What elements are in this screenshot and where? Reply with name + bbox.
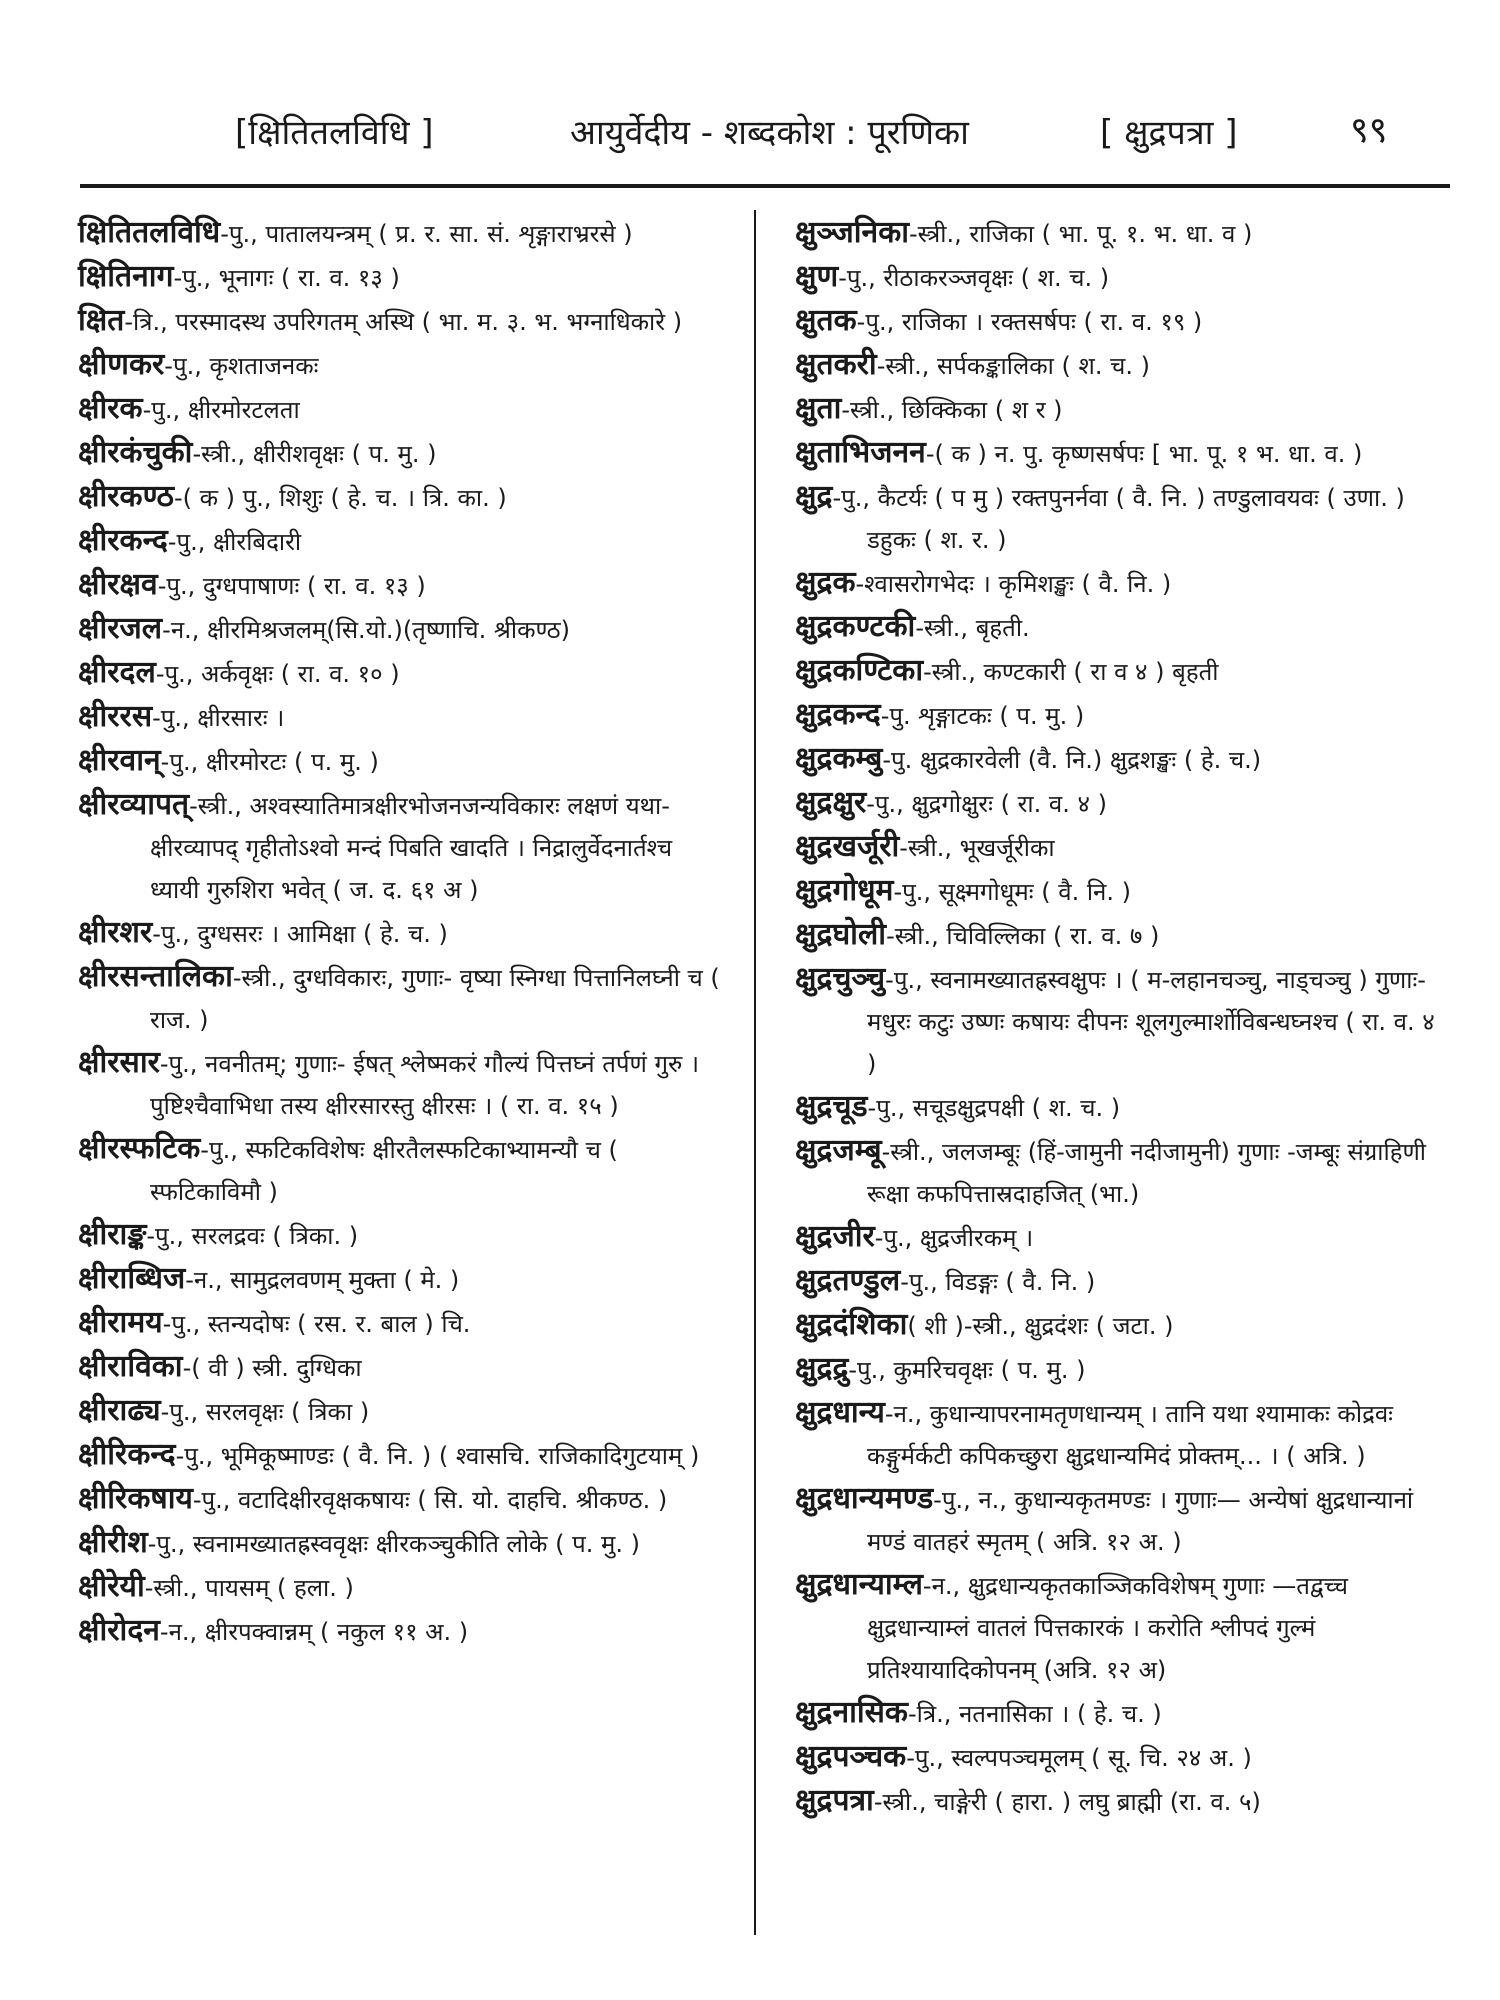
entry-definition: -पु., पातालयन्त्रम् ( प्र. र. सा. सं. शृङ्गाराभ्ररसे ) bbox=[220, 220, 633, 248]
entry-headword: क्षुद्रखर्जूरी bbox=[795, 829, 900, 864]
entry-headword: क्षुद्रकण्टकी bbox=[795, 609, 916, 644]
entry-definition: -स्त्री., चाङ्गेरी ( हारा. ) लघु ब्राह्मी (रा. व. ५) bbox=[873, 1788, 1261, 1816]
page-header bbox=[80, 100, 1450, 160]
entry-definition: -पु., क्षुद्रगोक्षुरः ( रा. व. ४ ) bbox=[866, 790, 1107, 818]
dictionary-entry bbox=[795, 476, 1450, 561]
entry-definition: -पु., दुग्धसरः । आमिक्षा ( हे. च. ) bbox=[152, 920, 448, 948]
dictionary-entry bbox=[795, 344, 1450, 387]
entry-headword: क्षीराब्धिज bbox=[78, 1261, 186, 1296]
dictionary-entry bbox=[78, 1522, 728, 1565]
right-guide-word: [ क्षुद्रपत्रा ] bbox=[1100, 113, 1238, 153]
entry-definition: -पु., नवनीतम्; गुणाः- ईषत् श्लेष्मकरं गौल्यं पित्तघ्नं तर्पणं गुरु । पुष्टिश्चैवाभिधा तस्य क्षीरसारस्तु क्षीरसः । ( रा. व. १५ ) bbox=[150, 1050, 700, 1120]
entry-definition: -पु., स्वल्पपञ्चमूलम् ( सू. चि. २४ अ. ) bbox=[906, 1744, 1252, 1772]
entry-definition: -पु., स्वनामख्यातह्रस्ववृक्षः क्षीरकञ्चुकीति लोके ( प. मु. ) bbox=[147, 1530, 640, 1558]
entry-definition: -पु., क्षीरमोरटः ( प. मु. ) bbox=[160, 748, 379, 776]
dictionary-entry bbox=[78, 1214, 728, 1257]
dictionary-entry bbox=[795, 1736, 1450, 1779]
entry-definition: -पु., स्फटिकविशेषः क्षीरतैलस्फटिकाभ्यामन्यौ च ( स्फटिकाविमौ ) bbox=[150, 1136, 618, 1206]
dictionary-entry bbox=[795, 256, 1450, 299]
entry-headword: क्षीरामय bbox=[78, 1305, 163, 1340]
entry-definition: -पु., भूमिकूष्माण्डः ( वै. नि. ) ( श्वासचि. राजिकादिगुटयाम् ) bbox=[175, 1442, 700, 1470]
entry-definition: -स्त्री., क्षीरीशवृक्षः ( प. मु. ) bbox=[192, 440, 437, 468]
entry-definition: -पु., स्वनामख्यातह्रस्वक्षुपः । ( म-लहानचञ्चु, नाड्चञ्चु ) गुणाः-मधुरः कटुः उष्णः कषायः दीपनः शूलगुल्मार्शोविबन्धघ्नश्च ( रा. व. ४ ) bbox=[867, 966, 1435, 1078]
entry-headword: क्षुद्र bbox=[795, 479, 833, 514]
entry-definition: -पु. क्षुद्रकारवेली (वै. नि.) क्षुद्रशङ्खः ( हे. च.) bbox=[882, 746, 1262, 774]
entry-definition: -पु., रीठाकरञ्जवृक्षः ( श. च. ) bbox=[838, 264, 1110, 292]
entry-definition: -पु., न., कुधान्यकृतमण्डः । गुणाः— अन्येषां क्षुद्रधान्यानां मण्डं वातहरं स्मृतम् ( अत्रि. १२ अ. ) bbox=[867, 1486, 1414, 1556]
dictionary-entry bbox=[78, 564, 728, 607]
dictionary-entry bbox=[78, 784, 728, 911]
entry-headword: क्षुद्रपञ्चक bbox=[795, 1739, 907, 1774]
entry-definition: -स्त्री., राजिका ( भा. पू. १. भ. धा. व ) bbox=[909, 220, 1253, 248]
dictionary-entry bbox=[78, 520, 728, 563]
entry-headword: क्षीराङ्क bbox=[78, 1217, 147, 1252]
entry-definition: -पु., सरलद्रवः ( त्रिका. ) bbox=[146, 1222, 359, 1250]
entry-definition: -पु., क्षीरमोरटलता bbox=[142, 396, 300, 424]
header-rule bbox=[80, 184, 1450, 188]
entry-headword: क्षीरक bbox=[78, 391, 143, 426]
entry-headword: क्षीरव्यापत् bbox=[78, 787, 190, 822]
entry-headword: क्षुतकरी bbox=[795, 347, 877, 382]
entry-headword: क्षीराढ्य bbox=[78, 1393, 161, 1428]
entry-definition: -पु., दुग्धपाषाणः ( रा. व. १३ ) bbox=[157, 572, 426, 600]
dictionary-entry bbox=[795, 212, 1450, 255]
entry-definition: -पु., क्षीरबिदारी bbox=[167, 528, 302, 556]
dictionary-entry bbox=[78, 344, 728, 387]
entry-definition: -पु., विडङ्गः ( वै. नि. ) bbox=[900, 1268, 1096, 1296]
entry-headword: क्षीरस्फटिक bbox=[78, 1131, 201, 1166]
dictionary-entry bbox=[78, 956, 728, 1041]
dictionary-entry bbox=[795, 650, 1450, 693]
dictionary-entry bbox=[795, 738, 1450, 781]
dictionary-entry bbox=[78, 1390, 728, 1433]
entry-headword: क्षुद्रद्रु bbox=[795, 1351, 849, 1386]
entry-headword: क्षीररस bbox=[78, 699, 153, 734]
dictionary-entry bbox=[795, 1260, 1450, 1303]
entry-definition: -पु., सरलवृक्षः ( त्रिका ) bbox=[160, 1398, 370, 1426]
entry-headword: क्षीरोदन bbox=[78, 1613, 160, 1648]
entry-headword: क्षीरवान् bbox=[78, 743, 161, 778]
entry-headword: क्षितिनाग bbox=[78, 259, 174, 294]
dictionary-entry bbox=[78, 1434, 728, 1477]
dictionary-entry bbox=[78, 212, 728, 255]
entry-definition: -पु., कैटर्यः ( प मु ) रक्तपुनर्नवा ( वै. नि. ) तण्डुलावयवः ( उणा. ) डहुकः ( श. र. ) bbox=[832, 484, 1405, 554]
entry-definition: -न., सामुद्रलवणम् मुक्ता ( मे. ) bbox=[185, 1266, 460, 1294]
dictionary-entry bbox=[78, 1302, 728, 1345]
dictionary-entry bbox=[795, 914, 1450, 957]
entry-headword: क्षीराविका bbox=[78, 1349, 183, 1384]
entry-definition: -स्त्री., दुग्धविकारः, गुणाः- वृष्या स्निग्धा पित्तानिलघ्नी च ( राज. ) bbox=[150, 964, 720, 1034]
entry-headword: क्षुद्रपत्रा bbox=[795, 1783, 874, 1818]
page-number: ९९ bbox=[1350, 110, 1388, 151]
entry-definition: -पु., कुमरिचवृक्षः ( प. मु. ) bbox=[848, 1356, 1086, 1384]
entry-definition: -स्त्री., कण्टकारी ( रा व ४ ) बृहती bbox=[923, 658, 1219, 686]
entry-headword: क्षुद्रकण्टिका bbox=[795, 653, 924, 688]
entry-definition: -पु., कृशताजनकः bbox=[164, 352, 319, 380]
entry-headword: क्षुद्रचुञ्चु bbox=[795, 961, 886, 996]
dictionary-entry bbox=[78, 300, 728, 343]
dictionary-entry bbox=[795, 826, 1450, 869]
dictionary-entry bbox=[795, 870, 1450, 913]
entry-definition: -पु., भूनागः ( रा. व. १३ ) bbox=[173, 264, 400, 292]
entry-definition: -पु., स्तन्यदोषः ( रस. र. बाल ) चि. bbox=[162, 1310, 471, 1338]
dictionary-entry bbox=[795, 958, 1450, 1085]
entry-definition: -न., कुधान्यापरनामतृणधान्यम् । तानि यथा श्यामाकः कोद्रवः कङ्गुर्मर्कटी कपिकच्छुरा क्षुद्रधान्यमिदं प्रोक्तम्... । ( अत्रि. ) bbox=[867, 1400, 1394, 1470]
entry-headword: क्षितितलविधि bbox=[78, 215, 221, 250]
entry-headword: क्षुद्रगोधूम bbox=[795, 873, 894, 908]
entry-headword: क्षुद्रजम्बू bbox=[795, 1133, 882, 1168]
entry-headword: क्षीरसार bbox=[78, 1045, 160, 1080]
dictionary-entry bbox=[78, 696, 728, 739]
entry-headword: क्षुद्रदंशिका bbox=[795, 1307, 908, 1342]
entry-headword: क्षीणकर bbox=[78, 347, 165, 382]
right-column bbox=[795, 212, 1450, 1824]
entry-definition: -श्वासरोगभेदः । कृमिशङ्खः ( वै. नि. ) bbox=[855, 570, 1172, 598]
entry-headword: क्षीरिकषाय bbox=[78, 1481, 193, 1516]
dictionary-entry bbox=[795, 782, 1450, 825]
dictionary-entry bbox=[78, 1128, 728, 1213]
dictionary-entry bbox=[795, 1304, 1450, 1347]
entry-headword: क्षुता bbox=[795, 391, 842, 426]
entry-headword: क्षुद्रजीर bbox=[795, 1219, 875, 1254]
entry-headword: क्षीरक्षव bbox=[78, 567, 158, 602]
dictionary-entry bbox=[78, 1566, 728, 1609]
dictionary-entry bbox=[78, 1042, 728, 1127]
dictionary-entry bbox=[78, 1610, 728, 1653]
entry-headword: क्षुद्रधान्यमण्ड bbox=[795, 1481, 934, 1516]
dictionary-entry bbox=[78, 912, 728, 955]
entry-headword: क्षीरकंचुकी bbox=[78, 435, 193, 470]
entry-definition: -त्रि., परस्मादस्थ उपरिगतम् अस्थि ( भा. म. ३. भ. भग्नाधिकारे ) bbox=[124, 308, 683, 336]
entry-definition: -स्त्री., भूखर्जूरीका bbox=[899, 834, 1055, 862]
dictionary-entry bbox=[795, 1130, 1450, 1215]
entry-definition: -स्त्री., सर्पकङ्कालिका ( श. च. ) bbox=[876, 352, 1150, 380]
entry-headword: क्षीरीश bbox=[78, 1525, 148, 1560]
entry-definition: -( क ) न. पु. कृष्णसर्षपः [ भा. पू. १ भ. धा. व. ) bbox=[925, 440, 1363, 468]
entry-definition: -पु., वटादिक्षीरवृक्षकषायः ( सि. यो. दाहचि. श्रीकण्ठ. ) bbox=[192, 1486, 668, 1514]
entry-headword: क्षुद्रधान्य bbox=[795, 1395, 885, 1430]
entry-definition: -न., क्षुद्रधान्यकृतकाञ्जिकविशेषम् गुणाः —तद्वच्च क्षुद्रधान्याम्लं वातलं पित्तकारकं । करोति श्लीपदं गुल्मं प्रतिश्यायादिकोपनम् (अत्रि. १२ अ) bbox=[867, 1572, 1348, 1684]
entry-headword: क्षीरकन्द bbox=[78, 523, 168, 558]
entry-definition: -स्त्री., अश्वस्यातिमात्रक्षीरभोजनजन्यविकारः लक्षणं यथा-क्षीरव्यापद् गृहीतोऽश्वो मन्दं पिबति खादति । निद्रालुर्वेदनार्तश्च ध्यायी गुरुशिरा भवेत् ( ज. द. ६१ अ ) bbox=[150, 792, 673, 904]
entry-definition: -पु., सचूडक्षुद्रपक्षी ( श. च. ) bbox=[867, 1094, 1121, 1122]
entry-definition: -पु., क्षुद्रजीरकम् । bbox=[874, 1224, 1034, 1252]
left-column bbox=[78, 212, 728, 1654]
dictionary-entry bbox=[795, 1216, 1450, 1259]
entry-headword: क्षीरिकन्द bbox=[78, 1437, 176, 1472]
entry-headword: क्षुद्रघोली bbox=[795, 917, 887, 952]
entry-definition: -त्रि., नतनासिका । ( हे. च. ) bbox=[907, 1700, 1162, 1728]
dictionary-entry bbox=[78, 256, 728, 299]
dictionary-entry bbox=[78, 652, 728, 695]
dictionary-entry bbox=[78, 476, 728, 519]
entry-definition: -स्त्री., छिक्किका ( श र ) bbox=[841, 396, 1063, 424]
entry-definition: -पु., अर्कवृक्षः ( रा. व. १० ) bbox=[155, 660, 400, 688]
entry-headword: क्षुताभिजनन bbox=[795, 435, 926, 470]
entry-headword: क्षित bbox=[78, 303, 125, 338]
entry-headword: क्षुद्रनासिक bbox=[795, 1695, 908, 1730]
dictionary-entry bbox=[795, 388, 1450, 431]
dictionary-entry bbox=[795, 1692, 1450, 1735]
dictionary-entry bbox=[78, 1478, 728, 1521]
entry-definition: -( वी ) स्त्री. दुग्धिका bbox=[182, 1354, 362, 1382]
dictionary-entry bbox=[795, 1780, 1450, 1823]
entry-headword: क्षीरसन्तालिका bbox=[78, 959, 233, 994]
entry-definition: ( शी )-स्त्री., क्षुद्रदंशः ( जटा. ) bbox=[907, 1312, 1174, 1340]
dictionary-entry bbox=[795, 300, 1450, 343]
dictionary-entry bbox=[78, 432, 728, 475]
entry-headword: क्षीरेयी bbox=[78, 1569, 145, 1604]
entry-definition: -स्त्री., पायसम् ( हला. ) bbox=[144, 1574, 354, 1602]
entry-definition: -( क ) पु., शिशुः ( हे. च. । त्रि. का. ) bbox=[173, 484, 507, 512]
dictionary-entry bbox=[78, 740, 728, 783]
entry-definition: -पु., राजिका । रक्तसर्षपः ( रा. व. १९ ) bbox=[856, 308, 1203, 336]
entry-headword: क्षीरकण्ठ bbox=[78, 479, 174, 514]
entry-definition: -स्त्री., चिविल्लिका ( रा. व. ७ ) bbox=[886, 922, 1160, 950]
dictionary-entry bbox=[795, 606, 1450, 649]
entry-headword: क्षुद्रकम्बु bbox=[795, 741, 883, 776]
entry-headword: क्षुद्रक bbox=[795, 565, 856, 600]
entry-headword: क्षुद्रकन्द bbox=[795, 697, 881, 732]
entry-definition: -पु., सूक्ष्मगोधूमः ( वै. नि. ) bbox=[893, 878, 1132, 906]
entry-definition: -स्त्री., बृहती. bbox=[915, 614, 1030, 642]
entry-definition: -पु. शृङ्गाटकः ( प. मु. ) bbox=[880, 702, 1085, 730]
entry-definition: -न., क्षीरपक्वान्नम् ( नकुल ११ अ. ) bbox=[159, 1618, 469, 1646]
dictionary-entry bbox=[795, 1564, 1450, 1691]
entry-headword: क्षुद्रक्षुर bbox=[795, 785, 867, 820]
dictionary-entry bbox=[795, 562, 1450, 605]
dictionary-entry bbox=[795, 1348, 1450, 1391]
entry-headword: क्षुण bbox=[795, 259, 839, 294]
entry-headword: क्षीरदल bbox=[78, 655, 156, 690]
dictionary-entry bbox=[78, 1346, 728, 1389]
entry-headword: क्षुद्रतण्डुल bbox=[795, 1263, 901, 1298]
entry-headword: क्षुञ्जनिका bbox=[795, 215, 909, 250]
column-divider bbox=[754, 210, 756, 1935]
dictionary-entry bbox=[78, 388, 728, 431]
entry-headword: क्षीरशर bbox=[78, 915, 153, 950]
entry-definition: -स्त्री., जलजम्बूः (हिं-जामुनी नदीजामुनी) गुणाः -जम्बूः संग्राहिणी रूक्षा कफपित्तास्रदाहजित् (भा.) bbox=[867, 1138, 1427, 1208]
entry-headword: क्षुद्रधान्याम्ल bbox=[795, 1567, 923, 1602]
entry-headword: क्षुतक bbox=[795, 303, 857, 338]
dictionary-entry bbox=[78, 608, 728, 651]
page-title: आयुर्वेदीय - शब्दकोश : पूरणिका bbox=[570, 113, 969, 153]
dictionary-entry bbox=[795, 432, 1450, 475]
dictionary-entry bbox=[795, 1392, 1450, 1477]
left-guide-word: [क्षितितलविधि ] bbox=[235, 113, 434, 153]
dictionary-entry bbox=[795, 694, 1450, 737]
dictionary-entry bbox=[78, 1258, 728, 1301]
dictionary-entry bbox=[795, 1478, 1450, 1563]
entry-definition: -न., क्षीरमिश्रजलम्(सि.यो.)(तृष्णाचि. श्रीकण्ठ) bbox=[162, 616, 570, 644]
entry-headword: क्षीरजल bbox=[78, 611, 163, 646]
entry-headword: क्षुद्रचूड bbox=[795, 1089, 868, 1124]
entry-definition: -पु., क्षीरसारः । bbox=[152, 704, 285, 732]
dictionary-entry bbox=[795, 1086, 1450, 1129]
